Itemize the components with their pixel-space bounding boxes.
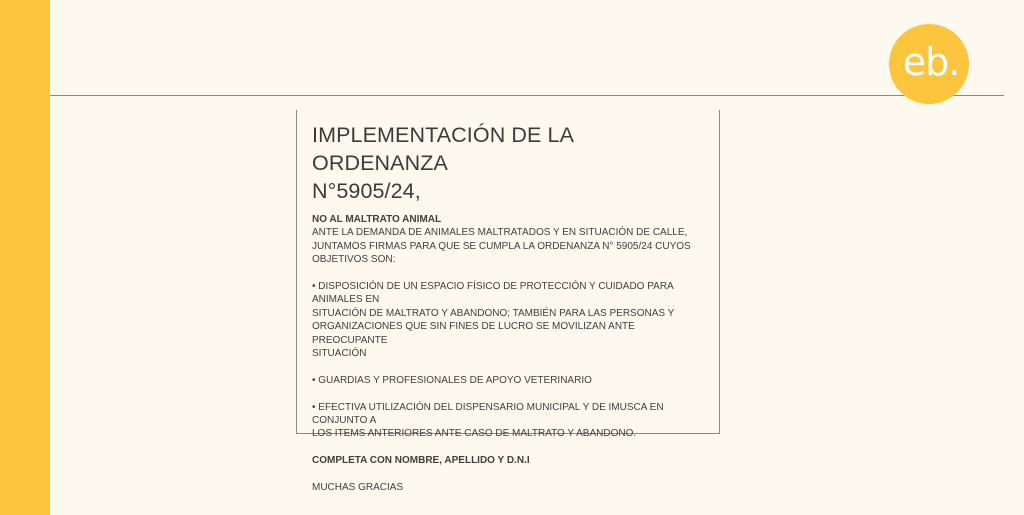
objective-2-line-1: • GUARDIAS Y PROFESIONALES DE APOYO VETERINARIO	[312, 374, 592, 386]
spacer	[312, 441, 704, 454]
objective-1-line-3: ORGANIZACIONES QUE SIN FINES DE LUCRO SE MOVILIZAN ANTE PREOCUPANTE	[312, 321, 635, 346]
spacer	[312, 387, 704, 400]
petition-card	[296, 110, 720, 494]
petition-intro-line-3: OBJETIVOS SON:	[312, 254, 396, 266]
eb-logo[interactable]	[889, 24, 969, 104]
petition-subtitle: NO AL MALTRATO ANIMAL	[312, 214, 442, 225]
objective-1-line-1: • DISPOSICIÓN DE UN ESPACIO FÍSICO DE PROTECCIÓN Y CUIDADO PARA ANIMALES EN	[312, 281, 674, 306]
header-divider	[50, 95, 1004, 96]
objective-3-line-2: LOS ITEMS ANTERIORES ANTE CASO DE MALTRATO Y ABANDONO.	[312, 428, 637, 440]
objective-1-line-2: SITUACIÓN DE MALTRATO Y ABANDONO; TAMBIÉN PARA LAS PERSONAS Y	[312, 307, 675, 319]
petition-title-line-1: IMPLEMENTACIÓN DE LA ORDENANZA	[312, 123, 573, 175]
call-to-action: COMPLETA CON NOMBRE, APELLIDO Y D.N.I	[312, 455, 530, 467]
petition-title-line-2: N°5905/24,	[312, 179, 421, 203]
petition-title	[312, 121, 704, 205]
petition-intro-line-1: ANTE LA DEMANDA DE ANIMALES MALTRATADOS Y EN SITUACIÓN DE CALLE,	[312, 227, 688, 239]
objective-1-line-4: SITUACIÓN	[312, 348, 367, 360]
spacer	[312, 360, 704, 373]
petition-intro-line-2: JUNTAMOS FIRMAS PARA QUE SE CUMPLA LA ORDENANZA N° 5905/24 CUYOS	[312, 240, 691, 252]
logo-text: eb.	[902, 40, 960, 84]
closing-text: MUCHAS GRACIAS	[312, 482, 404, 494]
spacer	[312, 468, 704, 481]
side-accent-bar	[0, 0, 50, 515]
spacer	[312, 267, 704, 280]
objective-3-line-1: • EFECTIVA UTILIZACIÓN DEL DISPENSARIO MUNICIPAL Y DE IMUSCA EN CONJUNTO A	[312, 401, 664, 427]
